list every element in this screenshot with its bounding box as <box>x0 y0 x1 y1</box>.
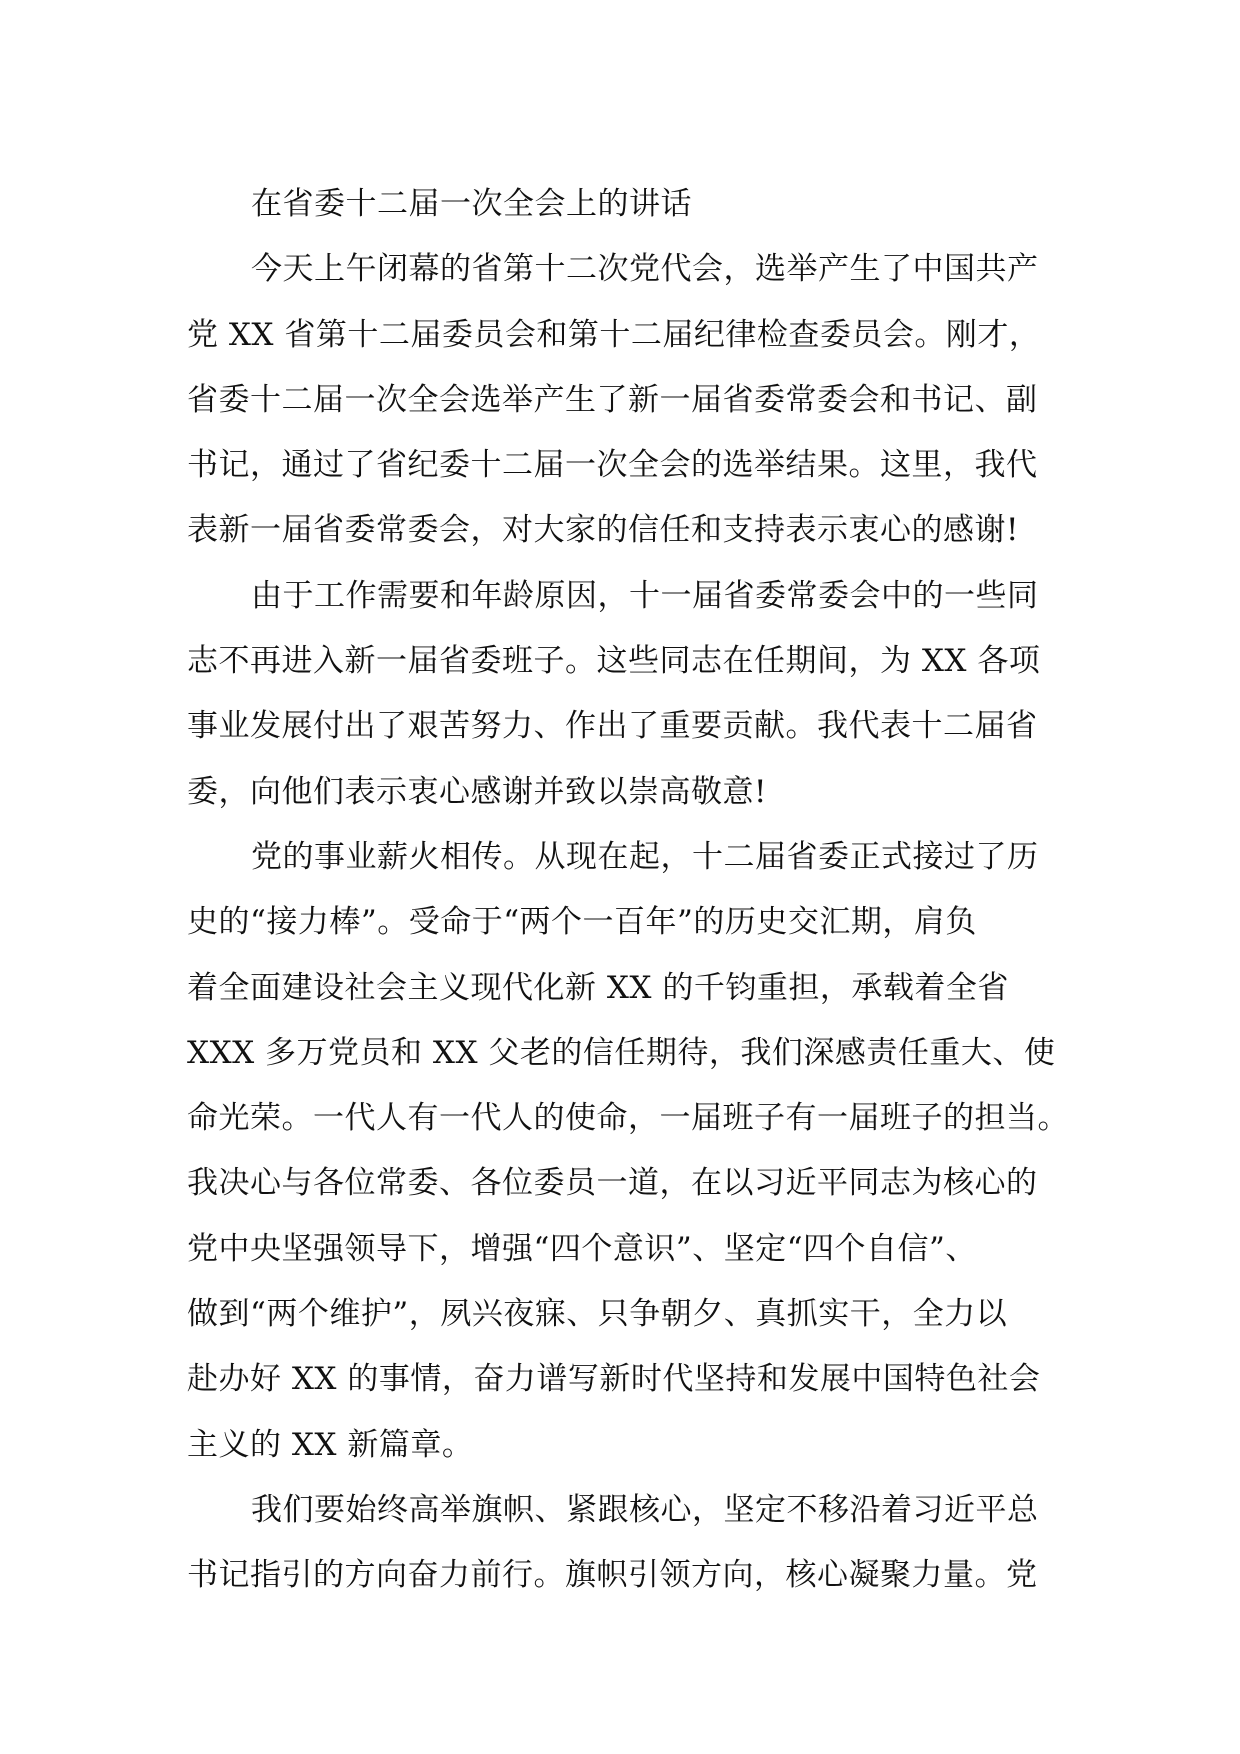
paragraph-line: 命光荣。一代人有一代人的使命，一届班子有一届班子的担当。 <box>187 1100 1069 1137</box>
paragraph-line: 书记指引的方向奋力前行。旗帜引领方向，核心凝聚力量。党 <box>187 1557 1038 1594</box>
paragraph-line: 今天上午闭幕的省第十二次党代会，选举产生了中国共产 <box>251 251 1039 288</box>
paragraph-line: 事业发展付出了艰苦努力、作出了重要贡献。我代表十二届省 <box>187 708 1038 745</box>
paragraph-line: XXX 多万党员和 XX 父老的信任期待，我们深感责任重大、使 <box>187 1034 1056 1071</box>
paragraph-line: 党中央坚强领导下，增强“四个意识”、坚定“四个自信”、 <box>187 1230 977 1267</box>
paragraph-line: 着全面建设社会主义现代化新 XX 的千钧重担，承载着全省 <box>187 969 1009 1006</box>
paragraph-line: 党 XX 省第十二届委员会和第十二届纪律检查委员会。刚才， <box>187 316 1041 353</box>
document-body <box>187 172 1067 1609</box>
paragraph-line: 做到“两个维护”，夙兴夜寐、只争朝夕、真抓实干，全力以 <box>187 1296 1008 1333</box>
paragraph-line: 书记，通过了省纪委十二届一次全会的选举结果。这里，我代 <box>187 447 1038 484</box>
paragraph-line: 我们要始终高举旗帜、紧跟核心，坚定不移沿着习近平总 <box>251 1491 1039 1528</box>
paragraph-line: 党的事业薪火相传。从现在起，十二届省委正式接过了历 <box>251 838 1039 875</box>
paragraph-line: 表新一届省委常委会，对大家的信任和支持表示衷心的感谢! <box>187 512 1019 549</box>
paragraph-line: 我决心与各位常委、各位委员一道，在以习近平同志为核心的 <box>187 1165 1038 1202</box>
paragraph-line: 志不再进入新一届省委班子。这些同志在任期间，为 XX 各项 <box>187 643 1041 680</box>
paragraph-line: 省委十二届一次全会选举产生了新一届省委常委会和书记、副 <box>187 381 1038 418</box>
paragraph-line: 由于工作需要和年龄原因，十一届省委常委会中的一些同 <box>251 577 1039 614</box>
paragraph <box>187 237 1067 563</box>
paragraph-line: 赴办好 XX 的事情，奋力谱写新时代坚持和发展中国特色社会 <box>187 1361 1041 1398</box>
paragraph <box>187 564 1067 825</box>
paragraph <box>187 825 1067 1478</box>
document-title: 在省委十二届一次全会上的讲话 <box>251 186 692 222</box>
paragraph <box>187 1478 1067 1609</box>
paragraph-line: 主义的 XX 新篇章。 <box>187 1426 474 1463</box>
paragraph-line: 史的“接力棒”。受命于“两个一百年”的历史交汇期，肩负 <box>187 904 977 941</box>
paragraph-line: 委，向他们表示衷心感谢并致以崇高敬意! <box>187 773 767 810</box>
